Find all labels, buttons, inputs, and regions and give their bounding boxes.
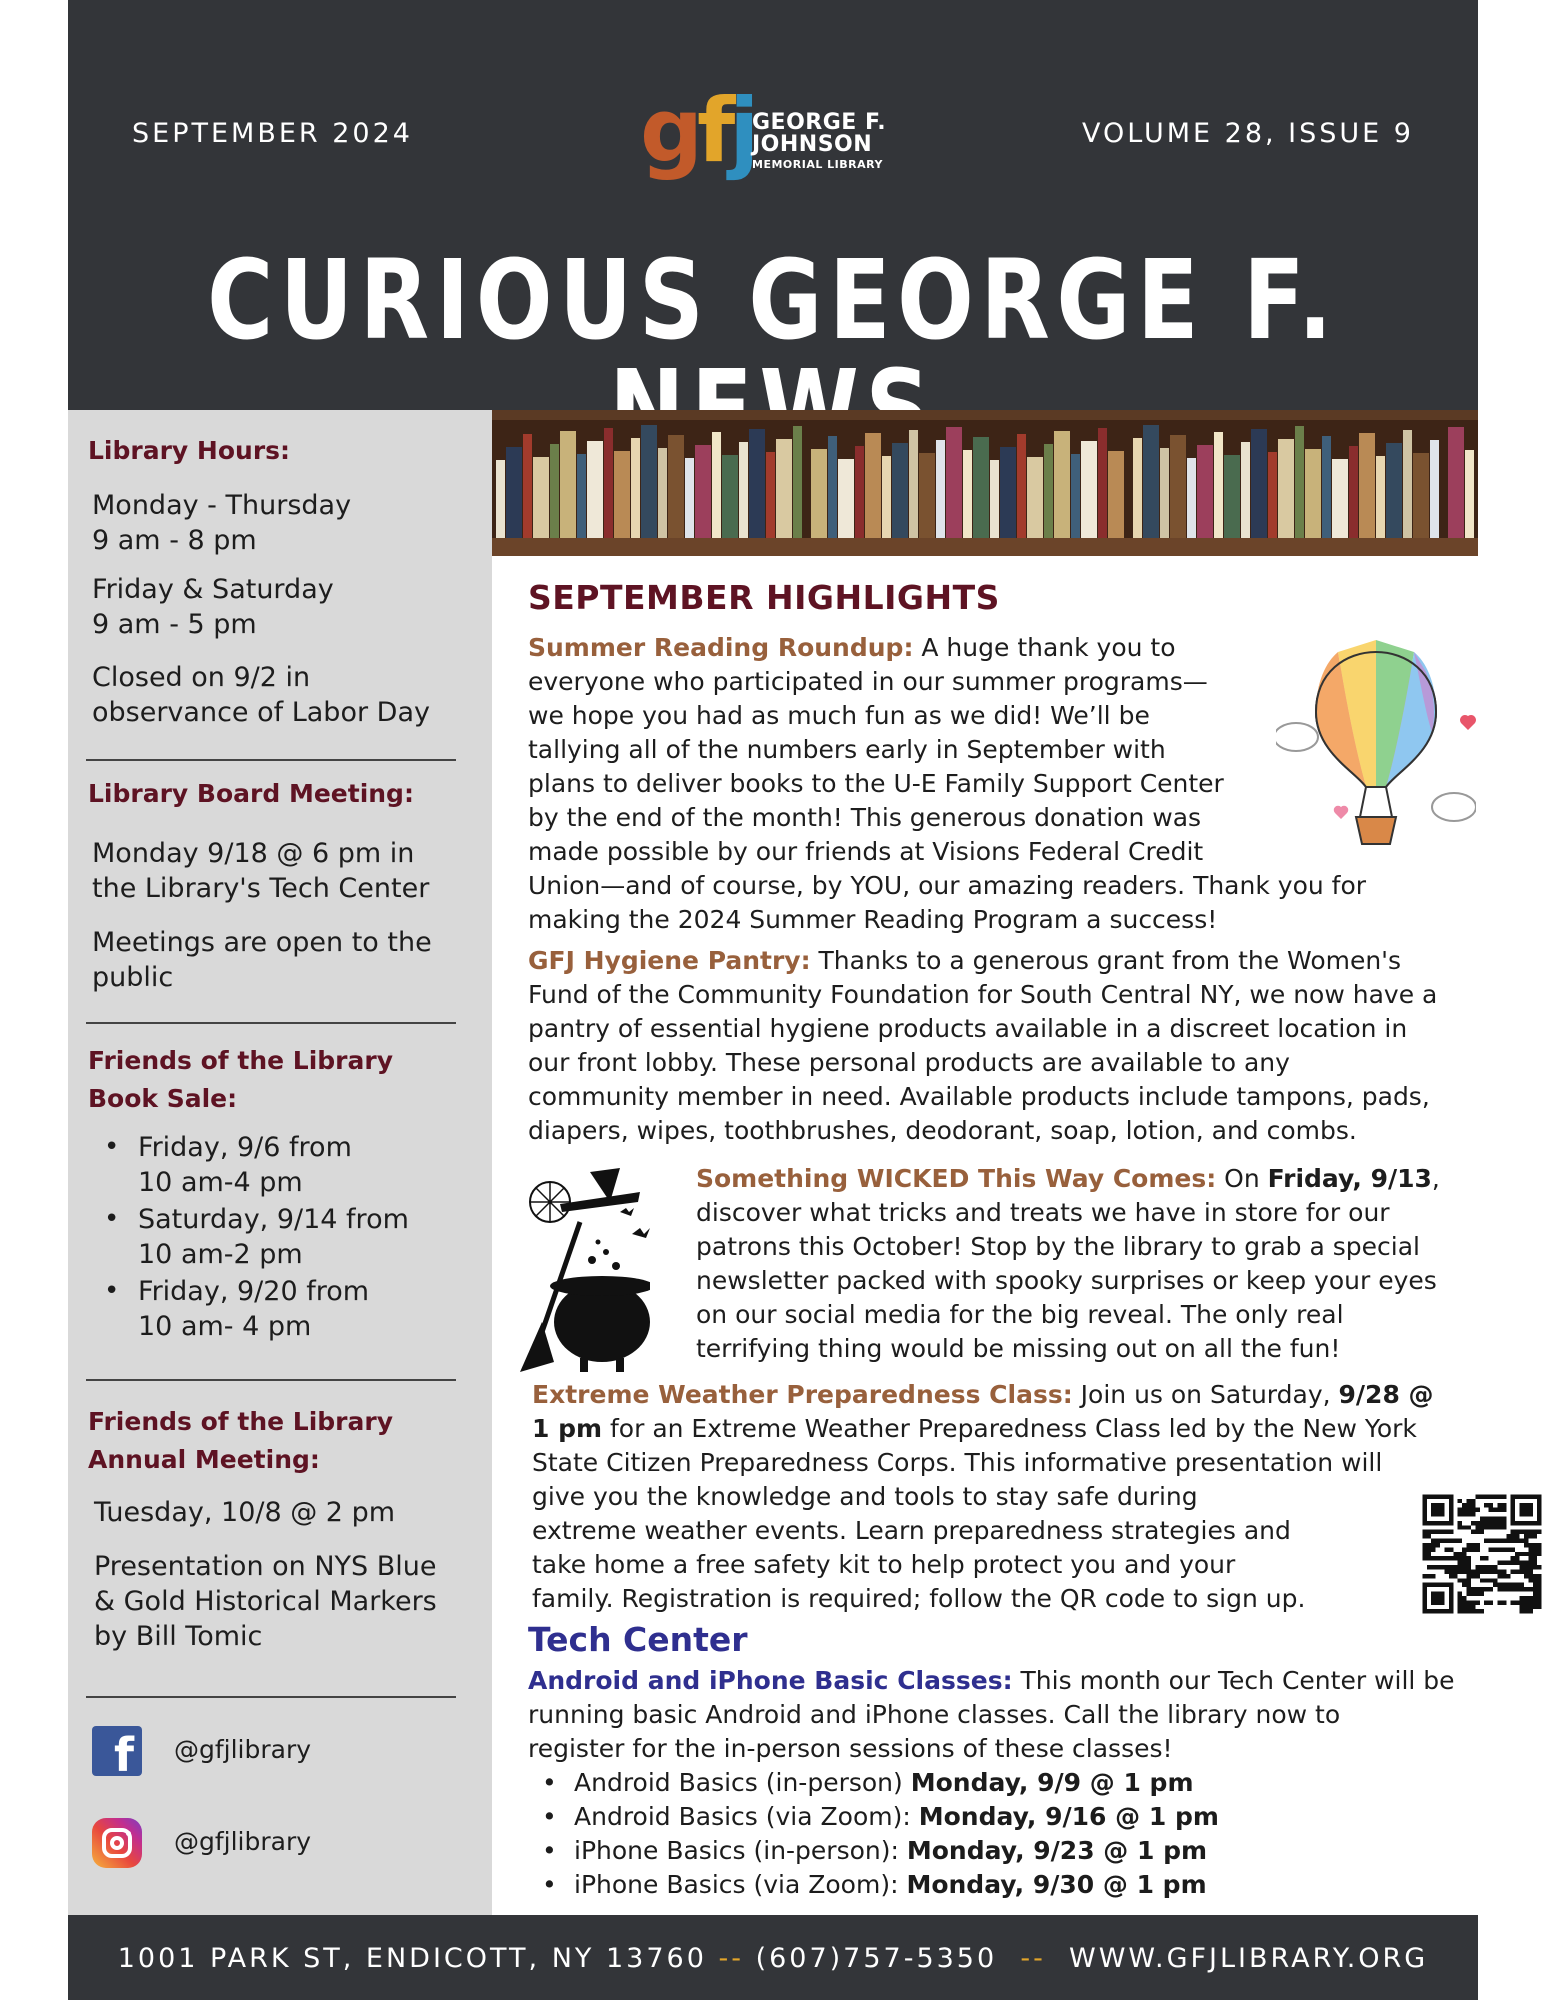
book-spine	[749, 429, 765, 538]
book-spine	[496, 460, 505, 538]
annual-heading-1: Friends of the Library	[88, 1407, 393, 1436]
book-spine	[1376, 456, 1385, 538]
hours-weekend-days: Friday & Saturday	[92, 574, 334, 605]
book-spine	[1349, 446, 1358, 538]
book-spine	[1224, 455, 1240, 538]
board-where: the Library's Tech Center	[92, 873, 430, 904]
list-item: • Friday, 9/6 from 10 am-4 pm	[98, 1130, 438, 1200]
book-spine	[577, 454, 586, 538]
issue-volume: VOLUME 28, ISSUE 9	[1082, 118, 1414, 149]
facebook-icon: f	[92, 1726, 142, 1776]
book-spine	[550, 444, 559, 538]
tech-center-paragraph: Android and iPhone Basic Classes: This month our Tech Center will be running basic Android and iPhone classes. Call the library now to register for the in-person sessions of these classes!	[528, 1666, 1455, 1763]
summer-reading-lead: Summer Reading Roundup:	[528, 633, 914, 662]
board-note-2: public	[92, 962, 174, 993]
book-spine	[1305, 449, 1321, 538]
book-spine	[1143, 425, 1159, 538]
footer	[68, 1915, 1478, 2000]
book-spine	[1197, 445, 1213, 538]
weather-class-lead: Extreme Weather Preparedness Class:	[532, 1380, 1073, 1409]
logo-line-1: GEORGE F.	[752, 110, 887, 135]
book-spine	[1359, 433, 1375, 538]
book-spine	[990, 460, 999, 538]
footer-separator: --	[718, 1943, 744, 1974]
list-item: • Android Basics (in-person) Monday, 9/9 @ 1 pm	[538, 1766, 1219, 1800]
book-sale-heading-2: Book Sale:	[88, 1084, 238, 1113]
list-item: • Friday, 9/20 from 10 am- 4 pm	[98, 1274, 438, 1344]
book-spine	[695, 445, 711, 538]
summer-reading-paragraph: Summer Reading Roundup: A huge thank you to everyone who participated in our summer programs— we hope you had as much fun as we did! We’ll be tallying all of the numbers early in September with plans to deliver books to the U-E Family Support Center by the end of the month! This generous donation was made possible by our friends at Visions Federal Credit Union—and of course, by YOU, our amazing readers. Thank you for making the 2024 Summer Reading Program a success!	[528, 633, 1367, 934]
book-spine	[882, 456, 891, 538]
book-spine	[1044, 444, 1053, 538]
book-spine	[828, 436, 837, 538]
book-spine	[560, 431, 576, 538]
book-spine	[523, 434, 532, 538]
book-spine	[1081, 441, 1097, 538]
instagram-icon	[92, 1818, 142, 1868]
divider	[86, 1022, 456, 1024]
newsletter-page	[68, 0, 1478, 2000]
annual-heading-2: Annual Meeting:	[88, 1445, 320, 1474]
book-spine	[712, 432, 721, 538]
hours-weekend-time: 9 am - 5 pm	[92, 609, 257, 640]
book-spine	[1386, 443, 1402, 538]
instagram-handle: @gfjlibrary	[174, 1827, 312, 1856]
book-spine	[1160, 448, 1169, 538]
qr-code[interactable]	[1418, 1490, 1545, 1618]
sidebar	[68, 410, 492, 1915]
newsletter-title: CURIOUS GEORGE F.	[207, 236, 1339, 364]
book-spine	[1133, 438, 1142, 538]
book-spine	[1170, 435, 1186, 538]
book-spine	[641, 425, 657, 538]
book-spine	[739, 442, 748, 538]
book-spine	[1241, 442, 1250, 538]
book-spine	[614, 451, 630, 538]
footer-separator: --	[1020, 1943, 1046, 1974]
facebook-link[interactable]	[92, 1726, 452, 1782]
footer-website[interactable]: WWW.GFJLIBRARY.ORG	[1069, 1943, 1429, 1974]
logo-line-2: JOHNSON	[752, 132, 873, 157]
hours-weekday-days: Monday - Thursday	[92, 490, 352, 521]
book-spine	[1322, 436, 1331, 538]
logo-line-3: MEMORIAL LIBRARY	[752, 158, 883, 171]
book-spine	[919, 453, 935, 538]
book-spine	[909, 430, 918, 538]
book-spine	[1430, 440, 1439, 538]
list-item: • Android Basics (via Zoom): Monday, 9/16 @ 1 pm	[538, 1800, 1219, 1834]
logo-monogram: gfj	[640, 79, 754, 182]
hours-heading: Library Hours:	[88, 436, 291, 465]
book-spine	[1268, 452, 1277, 538]
book-spine	[1187, 458, 1196, 538]
closed-note-2: observance of Labor Day	[92, 697, 430, 728]
footer-address: 1001 PARK ST, ENDICOTT, NY 13760	[117, 1943, 707, 1974]
book-spine	[1295, 426, 1304, 538]
divider	[86, 1696, 456, 1698]
book-spine	[892, 443, 908, 538]
book-spine	[936, 440, 945, 538]
annual-presentation-2: & Gold Historical Markers	[94, 1586, 437, 1617]
closed-note-1: Closed on 9/2 in	[92, 662, 311, 693]
book-spine	[1251, 429, 1267, 538]
list-item: • iPhone Basics (in-person): Monday, 9/23 @ 1 pm	[538, 1834, 1219, 1868]
book-spine	[865, 433, 881, 538]
board-when: Monday 9/18 @ 6 pm in	[92, 838, 415, 869]
issue-date: SEPTEMBER 2024	[132, 118, 413, 149]
annual-presentation-3: by Bill Tomic	[94, 1621, 263, 1652]
book-spine	[766, 452, 775, 538]
book-spine	[838, 459, 854, 538]
witch-cauldron-illustration	[520, 1162, 650, 1372]
tech-center-heading: Tech Center	[528, 1620, 748, 1659]
book-spine	[776, 439, 792, 538]
book-spine	[668, 435, 684, 538]
footer-phone[interactable]: (607)757-5350	[755, 1943, 998, 1974]
hygiene-pantry-paragraph: GFJ Hygiene Pantry: Thanks to a generous grant from the Women's Fund of the Community Foundation for South Central NY, we now have a pantry of essential hygiene products available in a discreet location in our front lobby. These personal products are available to any community member in need. Available products include tampons, pads, diapers, wipes, toothbrushes, deodorant, soap, lotion, and combs.	[528, 946, 1438, 1145]
instagram-link[interactable]	[92, 1818, 452, 1870]
book-spine	[587, 441, 603, 538]
book-spine	[1017, 434, 1026, 538]
book-spine	[1108, 451, 1124, 538]
book-spine	[722, 455, 738, 538]
hot-air-balloon-illustration	[1276, 612, 1476, 852]
book-spine	[1054, 431, 1070, 538]
book-spine	[1403, 430, 1412, 538]
book-spine	[1278, 439, 1294, 538]
tech-classes-list	[538, 1766, 1219, 1902]
footer-contact	[68, 1943, 1478, 1974]
board-heading: Library Board Meeting:	[88, 779, 414, 808]
book-spine	[1027, 457, 1043, 538]
weather-class-paragraph: Extreme Weather Preparedness Class: Join us on Saturday, 9/28 @ 1 pm for an Extreme Weather Preparedness Class led by the New York State Citizen Preparedness Corps. This informative presentation will give you the knowledge and tools to stay safe during extreme weather events. Learn preparedness strategies and take home a free safety kit to help protect you and your family. Registration is required; follow the QR code to sign up.	[532, 1380, 1434, 1613]
book-spine	[946, 427, 962, 538]
wicked-paragraph: Something WICKED This Way Comes: On Friday, 9/13, discover what tricks and treats we have in store for our patrons this October! Stop by the library to grab a special newsletter packed with spooky surprises or keep your eyes on our social media for the big reveal. The only real terrifying thing would be missing out on all the fun!	[696, 1164, 1440, 1363]
facebook-handle: @gfjlibrary	[174, 1735, 312, 1764]
book-spine	[1000, 447, 1016, 538]
bookshelf-image	[492, 410, 1478, 556]
book-spine	[658, 448, 667, 538]
book-spine	[506, 447, 522, 538]
board-note-1: Meetings are open to the	[92, 927, 432, 958]
hygiene-pantry-lead: GFJ Hygiene Pantry:	[528, 946, 811, 975]
book-spine	[1448, 427, 1464, 538]
tech-classes-lead: Android and iPhone Basic Classes:	[528, 1666, 1013, 1695]
book-spine	[685, 458, 694, 538]
list-item: • Saturday, 9/14 from 10 am-2 pm	[98, 1202, 438, 1272]
book-sale-list	[98, 1130, 438, 1346]
book-spine	[631, 438, 640, 538]
list-item: • iPhone Basics (via Zoom): Monday, 9/30 @ 1 pm	[538, 1868, 1219, 1902]
divider	[86, 1379, 456, 1381]
annual-presentation-1: Presentation on NYS Blue	[94, 1551, 437, 1582]
annual-date: Tuesday, 10/8 @ 2 pm	[94, 1497, 396, 1528]
logo-wordmark	[752, 112, 886, 170]
book-spine	[1465, 450, 1474, 538]
divider	[86, 759, 456, 761]
library-logo	[640, 79, 920, 200]
highlights-heading: SEPTEMBER HIGHLIGHTS	[528, 578, 1000, 617]
masthead-header	[68, 0, 1478, 410]
book-spine	[1214, 432, 1223, 538]
wicked-lead: Something WICKED This Way Comes:	[696, 1164, 1217, 1193]
book-spine	[973, 437, 989, 538]
book-spine	[855, 446, 864, 538]
book-sale-heading-1: Friends of the Library	[88, 1046, 393, 1075]
book-spine	[1332, 459, 1348, 538]
book-spine	[811, 449, 827, 538]
book-spine	[533, 457, 549, 538]
hours-weekday-time: 9 am - 8 pm	[92, 525, 257, 556]
book-spine	[793, 426, 802, 538]
book-spine	[1071, 454, 1080, 538]
bookshelf-photo	[492, 410, 1478, 556]
book-spine	[963, 450, 972, 538]
book-spine	[1098, 428, 1107, 538]
book-spine	[1413, 453, 1429, 538]
book-spine	[604, 428, 613, 538]
